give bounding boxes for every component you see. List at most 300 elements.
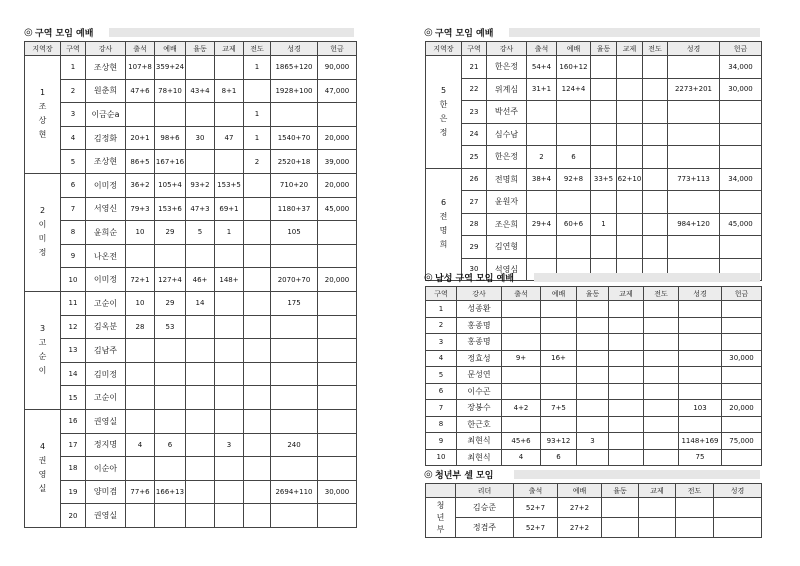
value-cell: 27+2	[558, 518, 602, 538]
circle-mark-icon: ◎	[24, 26, 33, 38]
header-blank	[426, 484, 456, 498]
leader-label-char: 순	[38, 352, 47, 362]
table-row	[25, 315, 357, 339]
value-cell	[609, 367, 644, 384]
circle-mark-icon: ◎	[424, 468, 433, 480]
value-cell	[577, 416, 609, 433]
value-cell: 6	[557, 146, 591, 169]
district-number-cell: 2	[61, 79, 86, 103]
column-header: 성경	[679, 287, 722, 301]
value-cell	[617, 191, 643, 214]
value-cell	[644, 301, 679, 318]
youth-section-heading	[424, 467, 760, 481]
men-section-heading	[424, 270, 760, 284]
value-cell: 1	[244, 103, 271, 127]
value-cell: 30,000	[720, 78, 762, 101]
teacher-name-cell: 최현식	[457, 433, 502, 450]
teacher-name-cell: 홍종명	[457, 317, 502, 334]
teacher-name-cell: 한은정	[487, 56, 527, 79]
value-cell	[271, 386, 318, 410]
value-cell: 7+5	[541, 400, 577, 417]
teacher-name-cell: 원춘희	[86, 79, 126, 103]
value-cell	[644, 433, 679, 450]
value-cell	[679, 334, 722, 351]
value-cell	[244, 339, 271, 363]
value-cell: 30	[186, 126, 215, 150]
value-cell	[186, 339, 215, 363]
value-cell	[244, 409, 271, 433]
table-row	[25, 126, 357, 150]
value-cell	[186, 315, 215, 339]
value-cell: 148+	[215, 268, 244, 292]
value-cell: 6	[155, 433, 186, 457]
district-number-cell: 23	[462, 101, 487, 124]
value-cell: 20,000	[318, 268, 357, 292]
column-header: 헌금	[318, 42, 357, 56]
value-cell	[617, 101, 643, 124]
district-number-cell: 4	[426, 350, 457, 367]
value-cell: 160+12	[557, 56, 591, 79]
value-cell: 2273+201	[668, 78, 720, 101]
leader-label-char: 부	[436, 524, 445, 534]
value-cell	[244, 457, 271, 481]
value-cell	[643, 101, 668, 124]
teacher-name-cell: 나온전	[86, 244, 126, 268]
teacher-name-cell: 권영실	[86, 504, 126, 528]
value-cell	[668, 236, 720, 259]
value-cell: 20,000	[318, 126, 357, 150]
value-cell: 52+7	[514, 498, 558, 518]
value-cell: 92+8	[557, 168, 591, 191]
value-cell	[215, 150, 244, 174]
value-cell	[617, 56, 643, 79]
column-header: 율동	[577, 287, 609, 301]
district-number-cell: 30	[462, 258, 487, 281]
table-row	[25, 56, 357, 80]
value-cell	[186, 409, 215, 433]
value-cell: 124+4	[557, 78, 591, 101]
district-number-cell: 11	[61, 291, 86, 315]
value-cell	[722, 367, 762, 384]
leader-label-char: 년	[436, 512, 445, 522]
value-cell	[244, 173, 271, 197]
table-row	[426, 123, 762, 146]
district-number-cell: 4	[61, 126, 86, 150]
district-number-cell: 20	[61, 504, 86, 528]
value-cell	[155, 386, 186, 410]
table-row	[25, 457, 357, 481]
value-cell: 107+8	[126, 56, 155, 80]
leader-cell	[25, 409, 61, 527]
value-cell: 1180+37	[271, 197, 318, 221]
value-cell	[244, 244, 271, 268]
district-number-cell: 17	[61, 433, 86, 457]
district-number-cell: 18	[61, 457, 86, 481]
table-row	[426, 301, 762, 318]
teacher-name-cell: 홍종명	[457, 334, 502, 351]
left-section-title: 구역 모임 예배	[35, 28, 94, 39]
table-row	[25, 433, 357, 457]
value-cell	[609, 383, 644, 400]
value-cell	[126, 103, 155, 127]
table-row	[25, 291, 357, 315]
value-cell	[186, 150, 215, 174]
value-cell	[155, 504, 186, 528]
column-header: 강사	[487, 42, 527, 56]
value-cell	[502, 317, 541, 334]
value-cell	[557, 101, 591, 124]
value-cell	[668, 123, 720, 146]
value-cell: 10	[126, 221, 155, 245]
value-cell	[591, 123, 617, 146]
district-number-cell: 7	[426, 400, 457, 417]
teacher-name-cell: 이순아	[86, 457, 126, 481]
table-row	[426, 433, 762, 450]
value-cell	[722, 383, 762, 400]
table-row	[426, 498, 762, 518]
value-cell: 47+3	[186, 197, 215, 221]
column-header: 출석	[527, 42, 557, 56]
value-cell	[577, 350, 609, 367]
right-district-table	[425, 41, 762, 281]
value-cell	[609, 449, 644, 466]
table-row	[426, 449, 762, 466]
value-cell	[186, 362, 215, 386]
value-cell: 1928+100	[271, 79, 318, 103]
value-cell	[609, 433, 644, 450]
value-cell	[215, 386, 244, 410]
value-cell	[591, 78, 617, 101]
value-cell	[722, 301, 762, 318]
value-cell	[617, 213, 643, 236]
value-cell	[155, 244, 186, 268]
teacher-name-cell: 정효성	[457, 350, 502, 367]
youth-section-title: 청년부 셀 모임	[435, 470, 494, 481]
value-cell	[720, 101, 762, 124]
leader-label-char: 영	[38, 470, 47, 480]
value-cell	[244, 268, 271, 292]
value-cell: 1	[591, 213, 617, 236]
value-cell	[644, 449, 679, 466]
value-cell	[643, 56, 668, 79]
value-cell	[155, 362, 186, 386]
table-row	[426, 213, 762, 236]
value-cell	[557, 123, 591, 146]
value-cell	[617, 123, 643, 146]
value-cell	[720, 146, 762, 169]
column-header: 율동	[591, 42, 617, 56]
table-row	[426, 383, 762, 400]
teacher-name-cell: 정지명	[86, 433, 126, 457]
value-cell	[720, 123, 762, 146]
district-number-cell: 2	[426, 317, 457, 334]
teacher-name-cell: 석영심	[487, 258, 527, 281]
district-number-cell: 19	[61, 480, 86, 504]
leader-label-char: 1	[39, 88, 46, 98]
value-cell	[318, 409, 357, 433]
value-cell	[215, 339, 244, 363]
value-cell	[186, 244, 215, 268]
value-cell	[617, 146, 643, 169]
teacher-name-cell: 최현식	[457, 449, 502, 466]
value-cell	[186, 504, 215, 528]
column-header: 지역장	[426, 42, 462, 56]
value-cell	[720, 236, 762, 259]
value-cell: 1540+70	[271, 126, 318, 150]
value-cell	[215, 409, 244, 433]
district-number-cell: 22	[462, 78, 487, 101]
men-section-title: 남성 구역 모임 예배	[435, 273, 514, 284]
leader-label-char: 6	[440, 198, 447, 208]
value-cell	[720, 191, 762, 214]
value-cell	[639, 498, 676, 518]
teacher-name-cell: 문성연	[457, 367, 502, 384]
leader-label-char: 조	[38, 102, 47, 112]
value-cell	[577, 367, 609, 384]
value-cell: 5	[186, 221, 215, 245]
teacher-name-cell: 조상현	[86, 56, 126, 80]
header-row	[426, 484, 762, 498]
table-row	[426, 78, 762, 101]
value-cell	[577, 334, 609, 351]
leader-label-char: 은	[439, 113, 448, 123]
teacher-name-cell: 조은희	[487, 213, 527, 236]
value-cell: 1	[244, 126, 271, 150]
leader-label-char: 권	[38, 456, 47, 466]
table-row	[25, 197, 357, 221]
value-cell: 36+2	[126, 173, 155, 197]
header-row	[426, 287, 762, 301]
value-cell: 86+5	[126, 150, 155, 174]
value-cell	[722, 449, 762, 466]
value-cell	[679, 317, 722, 334]
table-row	[25, 409, 357, 433]
table-row	[25, 480, 357, 504]
leader-label-char: 청	[436, 500, 445, 510]
value-cell	[244, 197, 271, 221]
value-cell: 28	[126, 315, 155, 339]
column-header: 전도	[676, 484, 714, 498]
district-number-cell: 9	[61, 244, 86, 268]
value-cell	[186, 386, 215, 410]
table-row	[25, 150, 357, 174]
table-row	[25, 339, 357, 363]
value-cell: 38+4	[527, 168, 557, 191]
value-cell: 20,000	[722, 400, 762, 417]
value-cell: 105	[271, 221, 318, 245]
value-cell	[602, 498, 639, 518]
district-number-cell: 9	[426, 433, 457, 450]
district-number-cell: 29	[462, 236, 487, 259]
value-cell	[318, 339, 357, 363]
value-cell: 29	[155, 291, 186, 315]
leader-label-char: 이	[38, 220, 47, 230]
value-cell	[644, 416, 679, 433]
column-header: 예배	[155, 42, 186, 56]
value-cell	[186, 56, 215, 80]
table-row	[426, 400, 762, 417]
column-header: 지역장	[25, 42, 61, 56]
teacher-name-cell: 이금순a	[86, 103, 126, 127]
value-cell	[676, 518, 714, 538]
value-cell: 30,000	[722, 350, 762, 367]
value-cell	[215, 56, 244, 80]
district-number-cell: 12	[61, 315, 86, 339]
district-number-cell: 6	[426, 383, 457, 400]
value-cell	[609, 334, 644, 351]
teacher-name-cell: 전명희	[487, 168, 527, 191]
district-number-cell: 3	[426, 334, 457, 351]
column-header: 출석	[502, 287, 541, 301]
value-cell: 1148+169	[679, 433, 722, 450]
value-cell: 75,000	[722, 433, 762, 450]
value-cell	[577, 301, 609, 318]
value-cell: 43+4	[186, 79, 215, 103]
value-cell: 98+6	[155, 126, 186, 150]
leader-name-cell: 정겸주	[456, 518, 514, 538]
value-cell	[644, 383, 679, 400]
value-cell: 29+4	[527, 213, 557, 236]
teacher-name-cell: 김연형	[487, 236, 527, 259]
value-cell: 105+4	[155, 173, 186, 197]
value-cell: 4	[502, 449, 541, 466]
value-cell	[527, 123, 557, 146]
district-number-cell: 10	[61, 268, 86, 292]
value-cell	[271, 244, 318, 268]
value-cell	[714, 498, 762, 518]
value-cell	[215, 103, 244, 127]
value-cell	[271, 504, 318, 528]
leader-label-char: 5	[440, 85, 447, 95]
district-number-cell: 8	[426, 416, 457, 433]
value-cell: 75	[679, 449, 722, 466]
value-cell	[643, 236, 668, 259]
value-cell: 31+1	[527, 78, 557, 101]
table-row	[426, 146, 762, 169]
column-header: 예배	[558, 484, 602, 498]
value-cell: 79+3	[126, 197, 155, 221]
value-cell: 52+7	[514, 518, 558, 538]
teacher-name-cell: 양미겸	[86, 480, 126, 504]
value-cell	[676, 498, 714, 518]
column-header: 리더	[456, 484, 514, 498]
value-cell	[244, 386, 271, 410]
value-cell: 10	[126, 291, 155, 315]
value-cell	[722, 416, 762, 433]
table-row	[426, 236, 762, 259]
value-cell: 4	[126, 433, 155, 457]
value-cell	[541, 334, 577, 351]
leader-cell	[426, 56, 462, 169]
value-cell	[577, 383, 609, 400]
leader-name-cell: 김승준	[456, 498, 514, 518]
teacher-name-cell: 성종환	[457, 301, 502, 318]
value-cell: 29	[155, 221, 186, 245]
value-cell	[502, 367, 541, 384]
value-cell	[318, 362, 357, 386]
value-cell	[527, 191, 557, 214]
district-number-cell: 16	[61, 409, 86, 433]
column-header: 전도	[644, 287, 679, 301]
value-cell: 3	[577, 433, 609, 450]
value-cell: 93+12	[541, 433, 577, 450]
column-header: 예배	[541, 287, 577, 301]
district-number-cell: 14	[61, 362, 86, 386]
teacher-name-cell: 장봉수	[457, 400, 502, 417]
table-row	[25, 221, 357, 245]
column-header: 구역	[61, 42, 86, 56]
column-header: 출석	[514, 484, 558, 498]
leader-cell	[25, 173, 61, 291]
value-cell: 20+1	[126, 126, 155, 150]
leader-label-char: 정	[439, 127, 448, 137]
value-cell	[244, 221, 271, 245]
value-cell	[215, 315, 244, 339]
value-cell	[244, 362, 271, 386]
value-cell	[126, 386, 155, 410]
teacher-name-cell: 고순이	[86, 291, 126, 315]
value-cell	[155, 339, 186, 363]
value-cell	[527, 101, 557, 124]
value-cell	[126, 244, 155, 268]
value-cell	[644, 367, 679, 384]
value-cell	[244, 480, 271, 504]
table-row	[426, 317, 762, 334]
district-number-cell: 3	[61, 103, 86, 127]
value-cell	[244, 79, 271, 103]
value-cell	[668, 101, 720, 124]
youth-table	[425, 483, 762, 538]
value-cell	[679, 416, 722, 433]
leader-label-char: 3	[39, 324, 46, 334]
value-cell	[643, 191, 668, 214]
value-cell	[244, 315, 271, 339]
table-row	[426, 168, 762, 191]
value-cell	[215, 244, 244, 268]
value-cell	[186, 103, 215, 127]
column-header: 교제	[215, 42, 244, 56]
teacher-name-cell: 윤희순	[86, 221, 126, 245]
value-cell	[502, 416, 541, 433]
teacher-name-cell: 이수곤	[457, 383, 502, 400]
leader-label-char: 현	[38, 130, 47, 140]
value-cell: 4+2	[502, 400, 541, 417]
value-cell: 54+4	[527, 56, 557, 79]
header-row	[25, 42, 357, 56]
district-number-cell: 26	[462, 168, 487, 191]
value-cell	[644, 317, 679, 334]
district-number-cell: 1	[61, 56, 86, 80]
value-cell	[186, 480, 215, 504]
header-row	[426, 42, 762, 56]
value-cell: 153+5	[215, 173, 244, 197]
teacher-name-cell: 이미정	[86, 173, 126, 197]
value-cell	[527, 236, 557, 259]
value-cell	[215, 291, 244, 315]
value-cell	[318, 386, 357, 410]
right-section-title: 구역 모임 예배	[435, 28, 494, 39]
table-row	[25, 79, 357, 103]
value-cell	[126, 362, 155, 386]
teacher-name-cell: 이미정	[86, 268, 126, 292]
column-header: 출석	[126, 42, 155, 56]
value-cell	[714, 518, 762, 538]
value-cell: 47	[215, 126, 244, 150]
value-cell	[271, 339, 318, 363]
value-cell	[644, 334, 679, 351]
value-cell: 78+10	[155, 79, 186, 103]
value-cell: 153+6	[155, 197, 186, 221]
